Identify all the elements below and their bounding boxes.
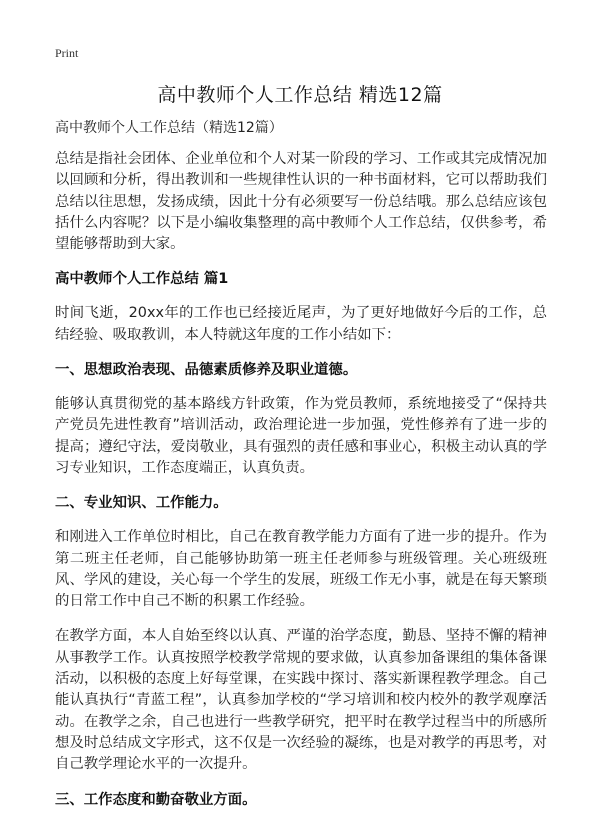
intro-paragraph: 总结是指社会团体、企业单位和个人对某一阶段的学习、工作或其完成情况加以回顾和分析，得出教训和一些规律性认识的一种书面材料，它可以帮助我们总结以往思想，发扬成绩，因此十分有必须要写一份总结哦。那么总结应该包括什么内容呢？以下是小编收集整理的高中教师个人工作总结，仅供参考，希望能够帮助到大家。 xyxy=(55,151,547,253)
article-intro-paragraph: 时间飞逝，20xx年的工作也已经接近尾声，为了更好地做好今后的工作，总结经验、吸取教训，本人特就这年度的工作小结如下： xyxy=(55,305,547,343)
section-2-paragraph-1: 和刚进入工作单位时相比，自己在教育教学能力方面有了进一步的提升。作为第二班主任老师，自己能够协助第一班主任老师参与班级管理。关心班级班风、学风的建设，关心每一个学生的发展，班级工作无小事，就是在每天繁琐的日常工作中自己不断的积累工作经验。 xyxy=(55,529,547,610)
section-heading-1: 一、思想政治表现、品德素质修养及职业道德。 xyxy=(55,362,358,379)
section-heading-3: 三、工作态度和勤奋敬业方面。 xyxy=(55,791,257,808)
document-body xyxy=(55,118,547,824)
article-heading: 高中教师个人工作总结 篇1 xyxy=(55,271,229,288)
print-link[interactable]: Print xyxy=(55,46,79,60)
section-heading-2: 二、专业知识、工作能力。 xyxy=(55,495,228,512)
section-2-paragraph-2: 在教学方面，本人自始至终以认真、严谨的治学态度，勤恳、坚持不懈的精神从事教学工作。认真按照学校教学常规的要求做，认真参加备课组的集体备课活动，以积极的态度上好每堂课，在实践中探讨、落实新课程教学理念。自己能认真执行“青蓝工程”，认真参加学校的“学习培训和校内校外的教学观摩活动。在教学之余，自己也进行一些教学研究，把平时在教学过程当中的所感所想及时总结成文字形式，这不仅是一次经验的凝练，也是对教学的再思考，对自己教学理论水平的一次提升。 xyxy=(55,628,547,773)
document-title: 高中教师个人工作总结 精选12篇 xyxy=(157,84,443,106)
section-1-paragraph-1: 能够认真贯彻党的基本路线方针政策，作为党员教师，系统地接受了“保持共产党员先进性教育”培训活动，政治理论进一步加强，党性修养有了进一步的提高；遵纪守法，爱岗敬业，具有强烈的责任感和事业心，积极主动认真的学习专业知识，工作态度端正，认真负责。 xyxy=(55,396,547,476)
document-subtitle: 高中教师个人工作总结（精选12篇） xyxy=(55,120,283,136)
